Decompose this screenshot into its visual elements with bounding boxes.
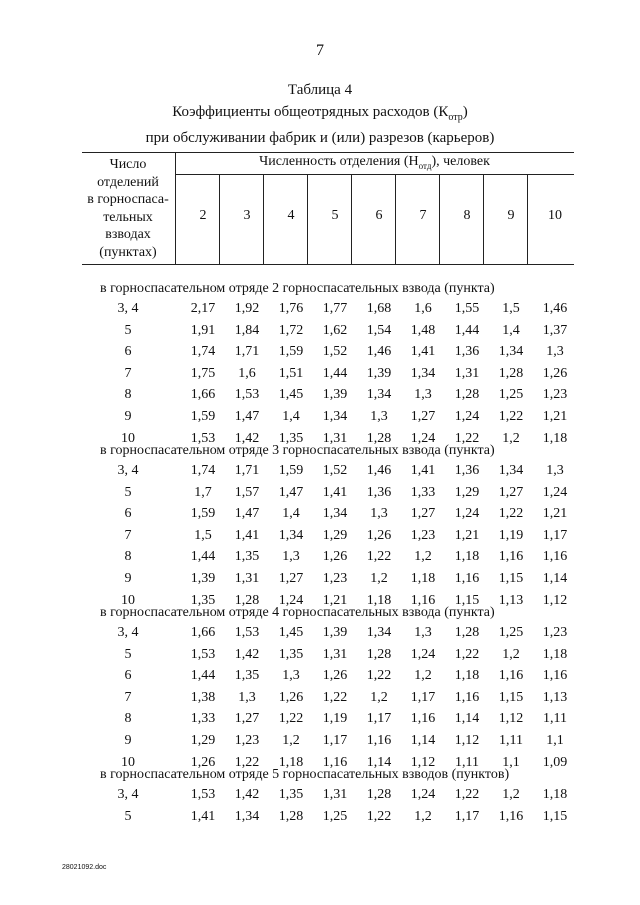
table-cell: 1,16 (322, 754, 348, 770)
table-row (82, 506, 574, 528)
row-header-line: в горноспаса- (87, 192, 169, 207)
caption-line-2: при обслуживании фабрик и (или) разрезов (карьеров) (145, 130, 495, 146)
table-cell: 1,26 (542, 365, 568, 381)
table-cell: 1,47 (234, 409, 260, 424)
table-cell: 1,34 (278, 527, 304, 543)
table-cell: 1,6 (414, 301, 432, 316)
table-cell: 1,4 (282, 409, 300, 424)
table-cell: 1,46 (542, 301, 568, 316)
column-header: 6 (375, 208, 383, 223)
row-label: 10 (121, 592, 135, 608)
table-cell: 1,2 (502, 430, 520, 446)
table-row (82, 387, 574, 409)
table-cell: 1,41 (410, 463, 436, 478)
group-head-rule (175, 174, 574, 175)
table-cell: 1,5 (502, 301, 520, 316)
table-cell: 1,34 (366, 625, 392, 640)
table-cell: 1,3 (414, 625, 432, 640)
table-row (82, 668, 574, 690)
table-cell: 1,27 (410, 409, 436, 424)
table-cell: 1,35 (234, 549, 260, 565)
table-cell: 1,2 (370, 689, 388, 705)
row-label: 10 (121, 430, 135, 446)
row-label: 7 (124, 689, 132, 705)
table-cell: 1,12 (542, 592, 568, 608)
table-cell: 1,84 (234, 322, 260, 338)
table-cell: 1,62 (322, 322, 348, 338)
table-cell: 1,66 (190, 625, 216, 640)
table-cell: 1,3 (546, 344, 564, 360)
row-label: 8 (124, 711, 132, 727)
table-cell: 1,09 (542, 754, 568, 770)
table-cell: 1,74 (190, 463, 216, 478)
table-cell: 1,1 (546, 733, 564, 748)
table-cell: 1,26 (190, 754, 216, 770)
table-cell: 1,36 (366, 484, 392, 500)
table-row (82, 366, 574, 388)
table-row (82, 463, 574, 485)
table-cell: 1,29 (190, 733, 216, 748)
table-cell: 1,13 (498, 592, 524, 608)
table-cell: 1,44 (454, 322, 480, 338)
table-cell: 1,17 (366, 711, 392, 727)
table-cell: 1,17 (410, 689, 436, 705)
table-cell: 1,28 (366, 430, 392, 446)
table-cell: 1,27 (278, 571, 304, 586)
table-row (82, 733, 574, 755)
row-header-cell (82, 156, 174, 261)
row-label: 5 (124, 808, 132, 824)
table-cell: 1,46 (366, 463, 392, 478)
table-cell: 1,66 (190, 387, 216, 403)
table-cell: 1,23 (542, 625, 568, 640)
table-cell: 1,18 (542, 787, 568, 802)
table-cell: 1,27 (498, 484, 524, 500)
table-cell: 1,25 (498, 625, 524, 640)
table-cell: 1,31 (454, 365, 480, 381)
table-cell: 1,2 (414, 668, 432, 684)
table-cell: 1,26 (366, 527, 392, 543)
column-header: 8 (463, 208, 471, 223)
table-cell: 1,24 (410, 646, 436, 662)
column-header: 4 (287, 208, 295, 223)
table-cell: 1,16 (498, 668, 524, 684)
table-cell: 1,38 (190, 689, 216, 705)
row-header-line: отделений (97, 174, 159, 190)
table-cell: 1,71 (234, 463, 260, 478)
table-cell: 1,31 (322, 430, 348, 446)
table-cell: 1,59 (278, 344, 304, 360)
table-cell: 1,21 (542, 409, 568, 424)
table-cell: 1,28 (366, 787, 392, 802)
group-header-suffix: ), человек (431, 154, 490, 169)
table-cell: 1,47 (278, 484, 304, 500)
row-label: 6 (124, 668, 132, 684)
table-cell: 1,35 (278, 646, 304, 662)
table-cell: 1,13 (542, 689, 568, 705)
table-cell: 1,36 (454, 344, 480, 360)
table-cell: 1,14 (542, 571, 568, 586)
row-label: 5 (124, 322, 132, 338)
table-cell: 1,16 (542, 549, 568, 565)
column-header: 7 (419, 208, 427, 223)
table-cell: 1,16 (498, 808, 524, 824)
table-cell: 1,53 (190, 787, 216, 802)
table-cell: 1,24 (542, 484, 568, 500)
row-label: 5 (124, 646, 132, 662)
table-cell: 1,28 (366, 646, 392, 662)
table-cell: 1,37 (542, 322, 568, 338)
table-cell: 1,23 (410, 527, 436, 543)
table-cell: 1,24 (410, 430, 436, 446)
table-cell: 1,11 (543, 711, 567, 727)
table-cell: 1,23 (234, 733, 260, 748)
table-cell: 1,47 (234, 506, 260, 522)
table-cell: 1,23 (542, 387, 568, 403)
row-label: 8 (124, 549, 132, 565)
table-cell: 1,21 (542, 506, 568, 522)
table-row (82, 711, 574, 733)
table-cell: 1,31 (322, 787, 348, 802)
column-header: 10 (548, 208, 562, 223)
table-cell: 1,12 (410, 754, 436, 770)
table-cell: 1,54 (366, 322, 392, 338)
row-label: 3, 4 (117, 787, 139, 802)
table-cell: 1,18 (278, 754, 304, 770)
row-label: 5 (124, 484, 132, 500)
table-cell: 1,18 (454, 549, 480, 565)
table-cell: 1,21 (322, 592, 348, 608)
section-heading: в горноспасательном отряде 4 горноспасательных взвода (пункта) (100, 605, 495, 620)
table-cell: 1,16 (410, 592, 436, 608)
section-heading: в горноспасательном отряде 5 горноспасательных взводов (пунктов) (100, 767, 510, 782)
table-cell: 1,39 (322, 625, 348, 640)
row-label: 6 (124, 506, 132, 522)
table-cell: 1,3 (238, 689, 256, 705)
table-cell: 1,75 (190, 365, 216, 381)
table-cell: 1,3 (370, 409, 388, 424)
table-cell: 1,42 (234, 430, 260, 446)
table-cell: 1,76 (278, 301, 304, 316)
row-label: 9 (124, 571, 132, 586)
table-cell: 1,24 (454, 409, 480, 424)
table-cell: 1,48 (410, 322, 436, 338)
table-row (82, 787, 574, 809)
caption-line-1-prefix: Коэффициенты общеотрядных расходов (К (172, 104, 449, 120)
row-label: 3, 4 (117, 301, 139, 316)
table-cell: 1,31 (234, 571, 260, 586)
column-header: 3 (243, 208, 251, 223)
table-cell: 1,23 (322, 571, 348, 586)
page-number: 7 (316, 42, 324, 59)
row-label: 3, 4 (117, 625, 139, 640)
table-cell: 1,22 (366, 549, 392, 565)
row-label: 3, 4 (117, 463, 139, 478)
group-header-cell (175, 154, 574, 171)
table-cell: 1,22 (454, 787, 480, 802)
table-cell: 1,57 (234, 484, 260, 500)
table-cell: 1,71 (234, 344, 260, 360)
caption-line-1-subscript: отр (448, 112, 463, 123)
table-cell: 1,35 (190, 592, 216, 608)
table-cell: 1,16 (542, 668, 568, 684)
table-cell: 1,7 (194, 484, 212, 500)
table-cell: 1,22 (366, 668, 392, 684)
caption-line-1-suffix: ) (462, 104, 468, 120)
table-cell: 1,25 (322, 808, 348, 824)
table-cell: 1,28 (278, 808, 304, 824)
table-cell: 1,25 (498, 387, 524, 403)
table-cell: 1,52 (322, 463, 348, 478)
column-header: 9 (507, 208, 515, 223)
table-cell: 1,39 (322, 387, 348, 403)
table-cell: 1,1 (502, 754, 520, 770)
table-row (82, 528, 574, 550)
table-cell: 1,12 (498, 711, 524, 727)
table-cell: 1,35 (234, 668, 260, 684)
table-cell: 1,11 (455, 754, 479, 770)
table-cell: 1,29 (322, 527, 348, 543)
table-cell: 1,14 (454, 711, 480, 727)
table-cell: 1,28 (234, 592, 260, 608)
table-cell: 1,19 (322, 711, 348, 727)
table-cell: 1,59 (278, 463, 304, 478)
table-cell: 1,29 (454, 484, 480, 500)
table-row (82, 690, 574, 712)
table-cell: 1,18 (454, 668, 480, 684)
table-cell: 2,17 (190, 301, 216, 316)
table-cell: 1,34 (366, 387, 392, 403)
group-header-subscript: отд (418, 160, 432, 171)
table-cell: 1,41 (322, 484, 348, 500)
table-cell: 1,26 (278, 689, 304, 705)
row-header-line: тельных (103, 209, 153, 225)
table-cell: 1,77 (322, 301, 348, 316)
table-cell: 1,39 (190, 571, 216, 586)
table-cell: 1,34 (410, 365, 436, 381)
table-cell: 1,27 (234, 711, 260, 727)
table-cell: 1,17 (542, 527, 568, 543)
table-cell: 1,35 (278, 787, 304, 802)
footer-filename: 28021092.doc (62, 864, 107, 871)
group-header-prefix: Численность отделения (Н (259, 154, 419, 169)
header-top-rule (82, 152, 574, 153)
table-cell: 1,22 (366, 808, 392, 824)
table-cell: 1,53 (190, 430, 216, 446)
table-cell: 1,2 (414, 549, 432, 565)
table-cell: 1,16 (366, 733, 392, 748)
table-cell: 1,28 (454, 625, 480, 640)
caption-line-1 (0, 102, 640, 128)
table-cell: 1,55 (454, 301, 480, 316)
table-cell: 1,28 (454, 387, 480, 403)
row-header-line: (пунктах) (99, 244, 157, 260)
table-cell: 1,34 (498, 344, 524, 360)
table-cell: 1,22 (322, 689, 348, 705)
table-cell: 1,22 (498, 506, 524, 522)
table-row (82, 409, 574, 431)
table-cell: 1,18 (366, 592, 392, 608)
section-heading: в горноспасательном отряде 2 горноспасательных взвода (пункта) (100, 281, 495, 296)
section-heading: в горноспасательном отряде 3 горноспасательных взвода (пункта) (100, 443, 495, 458)
table-cell: 1,16 (454, 689, 480, 705)
table-row (82, 809, 574, 831)
table-cell: 1,14 (410, 733, 436, 748)
table-cell: 1,18 (410, 571, 436, 586)
table-cell: 1,21 (454, 527, 480, 543)
row-header-line: Число (109, 157, 147, 172)
table-cell: 1,22 (278, 711, 304, 727)
column-header: 2 (199, 208, 207, 223)
table-cell: 1,2 (370, 571, 388, 586)
table-cell: 1,27 (410, 506, 436, 522)
table-cell: 1,59 (190, 409, 216, 424)
table-cell: 1,52 (322, 344, 348, 360)
table-row (82, 647, 574, 669)
table-cell: 1,26 (322, 668, 348, 684)
table-row (82, 323, 574, 345)
table-row (82, 344, 574, 366)
table-row (82, 625, 574, 647)
table-cell: 1,33 (410, 484, 436, 500)
table-cell: 1,14 (366, 754, 392, 770)
table-cell: 1,35 (278, 430, 304, 446)
table-cell: 1,17 (454, 808, 480, 824)
table-title: Таблица 4 (287, 82, 353, 98)
table-cell: 1,6 (238, 365, 256, 381)
table-cell: 1,36 (454, 463, 480, 478)
table-cell: 1,44 (190, 549, 216, 565)
table-header (82, 152, 574, 264)
header-bottom-rule (82, 264, 574, 265)
table-cell: 1,41 (410, 344, 436, 360)
table-cell: 1,34 (234, 808, 260, 824)
table-cell: 1,26 (322, 549, 348, 565)
table-cell: 1,5 (194, 527, 212, 543)
table-cell: 1,53 (190, 646, 216, 662)
table-cell: 1,16 (410, 711, 436, 727)
table-cell: 1,19 (498, 527, 524, 543)
table-cell: 1,18 (542, 646, 568, 662)
column-header: 5 (331, 208, 339, 223)
row-header-line: взводах (105, 227, 151, 242)
table-cell: 1,92 (234, 301, 260, 316)
table-row (82, 571, 574, 593)
table-cell: 1,16 (454, 571, 480, 586)
table-cell: 1,41 (234, 527, 260, 543)
table-cell: 1,4 (282, 506, 300, 522)
table-row (82, 485, 574, 507)
table-cell: 1,53 (234, 387, 260, 403)
table-cell: 1,2 (502, 787, 520, 802)
table-cell: 1,22 (454, 430, 480, 446)
table-cell: 1,2 (502, 646, 520, 662)
table-cell: 1,91 (190, 322, 216, 338)
table-cell: 1,15 (454, 592, 480, 608)
table-cell: 1,3 (282, 549, 300, 565)
table-cell: 1,3 (546, 463, 564, 478)
table-cell: 1,22 (454, 646, 480, 662)
row-label: 7 (124, 365, 132, 381)
table-cell: 1,24 (454, 506, 480, 522)
table-cell: 1,74 (190, 344, 216, 360)
table-cell: 1,34 (322, 409, 348, 424)
table-cell: 1,51 (278, 365, 304, 381)
table-cell: 1,68 (366, 301, 392, 316)
table-caption (0, 102, 640, 148)
table-cell: 1,46 (366, 344, 392, 360)
table-cell: 1,18 (542, 430, 568, 446)
table-cell: 1,59 (190, 506, 216, 522)
row-label: 9 (124, 733, 132, 748)
table-cell: 1,33 (190, 711, 216, 727)
row-label: 8 (124, 387, 132, 403)
table-cell: 1,34 (498, 463, 524, 478)
table-cell: 1,34 (322, 506, 348, 522)
row-label: 9 (124, 409, 132, 424)
table-cell: 1,3 (414, 387, 432, 403)
table-cell: 1,15 (498, 689, 524, 705)
table-cell: 1,16 (498, 549, 524, 565)
table-cell: 1,44 (322, 365, 348, 381)
table-cell: 1,53 (234, 625, 260, 640)
table-cell: 1,4 (502, 322, 520, 338)
table-cell: 1,41 (190, 808, 216, 824)
table-cell: 1,45 (278, 625, 304, 640)
table-cell: 1,3 (282, 668, 300, 684)
row-label: 7 (124, 527, 132, 543)
table-cell: 1,17 (322, 733, 348, 748)
table-cell: 1,31 (322, 646, 348, 662)
table-cell: 1,28 (498, 365, 524, 381)
table-cell: 1,3 (370, 506, 388, 522)
table-cell: 1,22 (498, 409, 524, 424)
table-cell: 1,2 (282, 733, 300, 748)
table-cell: 1,22 (234, 754, 260, 770)
table-cell: 1,72 (278, 322, 304, 338)
table-cell: 1,15 (498, 571, 524, 586)
table-row (82, 301, 574, 323)
table-cell: 1,42 (234, 787, 260, 802)
table-cell: 1,11 (499, 733, 523, 748)
table-cell: 1,2 (414, 808, 432, 824)
table-cell: 1,44 (190, 668, 216, 684)
row-label: 6 (124, 344, 132, 360)
table-cell: 1,15 (542, 808, 568, 824)
table-cell: 1,39 (366, 365, 392, 381)
table-cell: 1,24 (278, 592, 304, 608)
table-row (82, 549, 574, 571)
table-cell: 1,45 (278, 387, 304, 403)
table-cell: 1,12 (454, 733, 480, 748)
row-label: 10 (121, 754, 135, 770)
table-cell: 1,24 (410, 787, 436, 802)
table-cell: 1,42 (234, 646, 260, 662)
